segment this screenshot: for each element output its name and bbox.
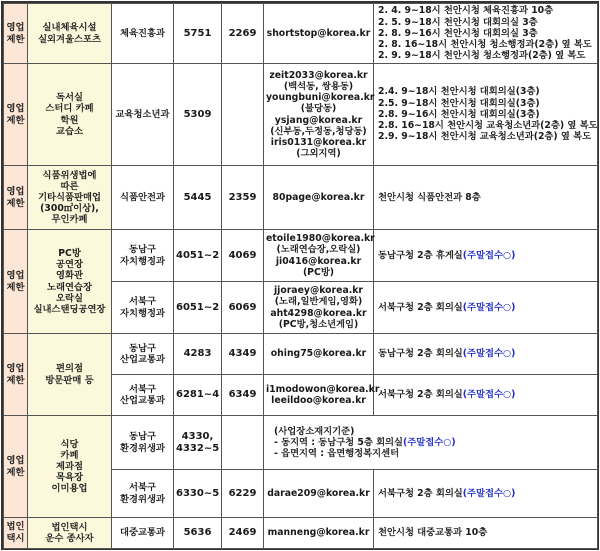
department-cell: 동남구 환경위생과	[112, 416, 174, 470]
phone2-cell: 4069	[222, 230, 264, 282]
email-cell: etoile1980@korea.kr (노래연습장,오락실) ji0416@korea.kr (PC방)	[264, 230, 374, 282]
phone-cell: 5636	[174, 518, 222, 549]
schedule-cell: 천안시청 식품안전과 8층	[374, 166, 598, 230]
department-cell: 서북구 환경위생과	[112, 470, 174, 518]
phone2-cell	[222, 64, 264, 166]
weekend-note: (주말접수○)	[462, 301, 516, 313]
phone2-cell: 2469	[222, 518, 264, 549]
phone2-cell: 4349	[222, 334, 264, 375]
schedule-cell: 2. 4. 9~18시 천안시청 체육진흥과 10층 2. 5. 9~18시 천안시청 대회의실 3층 2. 8. 9~16시 천안시청 대회의실 3층 2. 8. 16~18시 천안시청 청소행정과(2층) 옆 복도 2. 9. 9~18시 천안시청 청소행정과(2층) 옆 복도	[374, 4, 598, 64]
phone2-cell: 2269	[222, 4, 264, 64]
business-type-cell: 식당 카페 제과점 목욕장 이미용업	[28, 416, 112, 518]
phone2-cell: 6229	[222, 470, 264, 518]
schedule-cell: 서북구청 2층 회의실(주말접수○)	[374, 470, 598, 518]
business-type-cell: PC방 공연장 영화관 노래연습장 오락실 실내스탠딩공연장	[28, 230, 112, 334]
schedule-cell: 동남구청 2층 휴게실(주말접수○)	[374, 230, 598, 282]
department-cell: 식품안전과	[112, 166, 174, 230]
phone-cell: 4283	[174, 334, 222, 375]
phone2-cell: 6349	[222, 375, 264, 416]
weekend-note: (주말접수○)	[462, 487, 516, 499]
schedule-cell: 2.4. 9~18시 천안시청 대회의실(3층) 2.5. 9~18시 천안시청 대회의실(3층) 2.8. 9~16시 천안시청 대회의실(3층) 2.8. 16~18시 천안시청 교육청소년과(2층) 옆 복도 2.9. 9~18시 천안시청 교육청소년과(2층) 옆 복도	[374, 64, 598, 166]
business-type-cell: 독서실 스터디 카페 학원 교습소	[28, 64, 112, 166]
weekend-note: (주말접수○)	[462, 348, 516, 360]
department-cell: 서북구 자치행정과	[112, 282, 174, 334]
department-cell: 서북구 산업교통과	[112, 375, 174, 416]
phone-cell: 6330~5	[174, 470, 222, 518]
department-cell: 체육진흥과	[112, 4, 174, 64]
phone-cell: 6281~4	[174, 375, 222, 416]
phone2-cell: 6069	[222, 282, 264, 334]
schedule-table-frame	[1, 1, 599, 550]
weekend-note: (주말접수○)	[462, 389, 516, 401]
table-row	[4, 334, 598, 375]
email-cell: jjoraey@korea.kr (노래,일반게임,영화) aht4298@korea.kr (PC방,청소년게임)	[264, 282, 374, 334]
table-row	[4, 4, 598, 64]
category-cell: 영업 제한	[4, 334, 28, 416]
table-row	[4, 166, 598, 230]
phone-cell: 6051~2	[174, 282, 222, 334]
phone-cell: 5309	[174, 64, 222, 166]
schedule-cell: 동남구청 2층 회의실(주말접수○)	[374, 334, 598, 375]
table-row	[4, 230, 598, 282]
department-cell: 동남구 자치행정과	[112, 230, 174, 282]
category-cell: 영업 제한	[4, 64, 28, 166]
phone-cell: 4051~2	[174, 230, 222, 282]
category-cell: 영업 제한	[4, 4, 28, 64]
category-cell: 영업 제한	[4, 230, 28, 334]
weekend-note: (주말접수○)	[403, 436, 456, 448]
email-cell: manneng@korea.kr	[264, 518, 374, 549]
table-row	[4, 518, 598, 549]
email-cell: shortstop@korea.kr	[264, 4, 374, 64]
table-row	[4, 64, 598, 166]
schedule-cell: 서북구청 2층 회의실(주말접수○)	[374, 282, 598, 334]
department-cell: 대중교통과	[112, 518, 174, 549]
category-cell: 법인 택시	[4, 518, 28, 549]
department-cell: 교육청소년과	[112, 64, 174, 166]
schedule-cell: 서북구청 2층 회의실(주말접수○)	[374, 375, 598, 416]
business-type-cell: 법인택시 운수 종사자	[28, 518, 112, 549]
email-cell: i1modowon@korea.kr leeildoo@korea.kr	[264, 375, 374, 416]
weekend-note: (주말접수○)	[462, 249, 516, 261]
department-cell: 동남구 산업교통과	[112, 334, 174, 375]
phone-cell: 5445	[174, 166, 222, 230]
category-cell: 영업 제한	[4, 416, 28, 518]
email-cell: darae209@korea.kr	[264, 470, 374, 518]
category-cell: 영업 제한	[4, 166, 28, 230]
email-cell: zeit2033@korea.kr (백석동, 쌍용동) youngbuni@korea.kr (불당동) ysjang@korea.kr (신부동,두정동,청당동) iris0131@korea.kr (그외지역)	[264, 64, 374, 166]
business-type-cell: 편의점 방문판매 등	[28, 334, 112, 416]
phone2-cell: 2359	[222, 166, 264, 230]
business-type-cell: 실내체육시설 실외겨울스포츠	[28, 4, 112, 64]
business-type-cell: 식품위생법에 따른 기타식품판매업 (300㎡이상), 무인카페	[28, 166, 112, 230]
schedule-table	[3, 3, 598, 549]
phone-cell: 5751	[174, 4, 222, 64]
schedule-cell: 천안시청 대중교통과 10층	[374, 518, 598, 549]
phone2-cell	[222, 416, 264, 470]
email-cell: ohing75@korea.kr	[264, 334, 374, 375]
notice-cell: (사업장소재지기준) - 동지역 : 동남구청 5층 회의실(주말접수○) - 읍면지역 : 읍면행정복지센터	[264, 416, 598, 470]
table-row	[4, 416, 598, 470]
email-cell: 80page@korea.kr	[264, 166, 374, 230]
phone-cell: 4330, 4332~5	[174, 416, 222, 470]
